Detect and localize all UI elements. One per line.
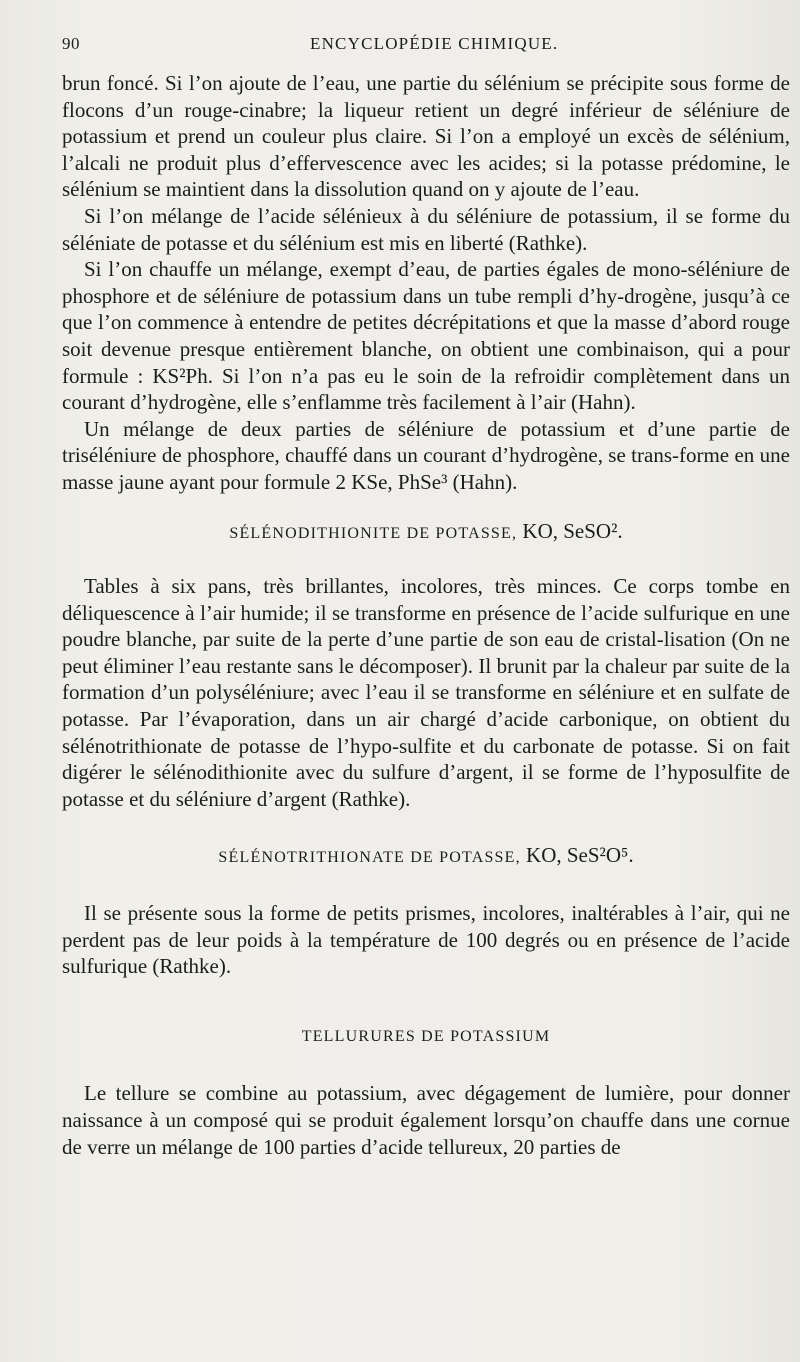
paragraph: Si l’on chauffe un mélange, exempt d’eau, de parties égales de mono-séléniure de phosphore et de séléniure de potassium dans un tube rempli d’hy-drogène, jusqu’à ce que l’on commence à entendre de petites décrépitations et que la masse d’abord rouge soit devenue presque entièrement blanche, on obtient une combinaison, qui a pour formule : KS²Ph. Si l’on n’a pas eu le soin de la refroidir complètement dans un courant d’hydrogène, elle s’enflamme très facilement à l’air (Hahn). <box>62 257 790 415</box>
running-head <box>62 34 782 64</box>
section-formula: KO, SeSO². <box>522 518 623 543</box>
running-title: ENCYCLOPÉDIE CHIMIQUE. <box>310 34 559 53</box>
section-formula: KO, SeS²O⁵. <box>526 843 634 868</box>
section-title: SÉLÉNOTRITHIONATE DE POTASSE, <box>218 849 521 867</box>
section-heading-selenodithionite <box>62 518 790 548</box>
section-title: TELLURURES DE POTASSIUM <box>301 1027 551 1045</box>
paragraph: Un mélange de deux parties de séléniure de potassium et d’une partie de triséléniure de phosphore, chauffé dans un courant d’hydrogène, se trans-forme en une masse jaune ayant pour formule 2 KSe, PhSe³ (Hahn). <box>62 416 790 494</box>
paragraph: Il se présente sous la forme de petits prismes, incolores, inaltérables à l’air, qui ne perdent pas de leur poids à la température de 100 degrés ou en présence de l’acide sulfurique (Rathke). <box>62 901 790 979</box>
body-text <box>62 70 790 1160</box>
paragraph: Tables à six pans, très brillantes, incolores, très minces. Ce corps tombe en déliquescence à l’air humide; il se transforme en présence de l’acide sulfurique en une poudre blanche, par suite de la perte d’une partie de son eau de cristal-lisation (On ne peut éliminer l’eau restante sans le décomposer). Il brunit par la chaleur par suite de la formation d’un polyséléniure; avec l’eau il se transforme en séléniure et en sulfate de potasse. Par l’évaporation, dans un air chargé d’acide carbonique, on obtient du sélénotrithionate de potasse de l’hypo-sulfite et du carbonate de potasse. Si on fait digérer le sélénodithionite avec du sulfure d’argent, il se forme de l’hyposulfite de potasse et du séléniure d’argent (Rathke). <box>62 574 790 811</box>
section-heading-tellurures <box>62 1024 790 1051</box>
section-title: SÉLÉNODITHIONITE DE POTASSE, <box>229 524 518 542</box>
section-heading-selenotrithionate <box>62 842 790 872</box>
paragraph: Le tellure se combine au potassium, avec dégagement de lumière, pour donner naissance à un composé qui se produit également lorsqu’on chauffe dans une cornue de verre un mélange de 100 parties d’acide tellureux, 20 parties de <box>62 1081 790 1159</box>
page-number: 90 <box>62 34 80 53</box>
paragraph: brun foncé. Si l’on ajoute de l’eau, une partie du sélénium se précipite sous forme de flocons d’un rouge-cinabre; la liqueur retient un degré inférieur de séléniure de potassium et prend un couleur plus claire. Si l’on a employé un excès de sélénium, l’alcali ne produit plus d’effervescence avec les acides; si la potasse prédomine, le sélénium se maintient dans la dissolution quand on y ajoute de l’eau. <box>62 71 790 202</box>
paragraph: Si l’on mélange de l’acide sélénieux à du séléniure de potassium, il se forme du séléniate de potasse et du sélénium est mis en liberté (Rathke). <box>62 203 790 255</box>
